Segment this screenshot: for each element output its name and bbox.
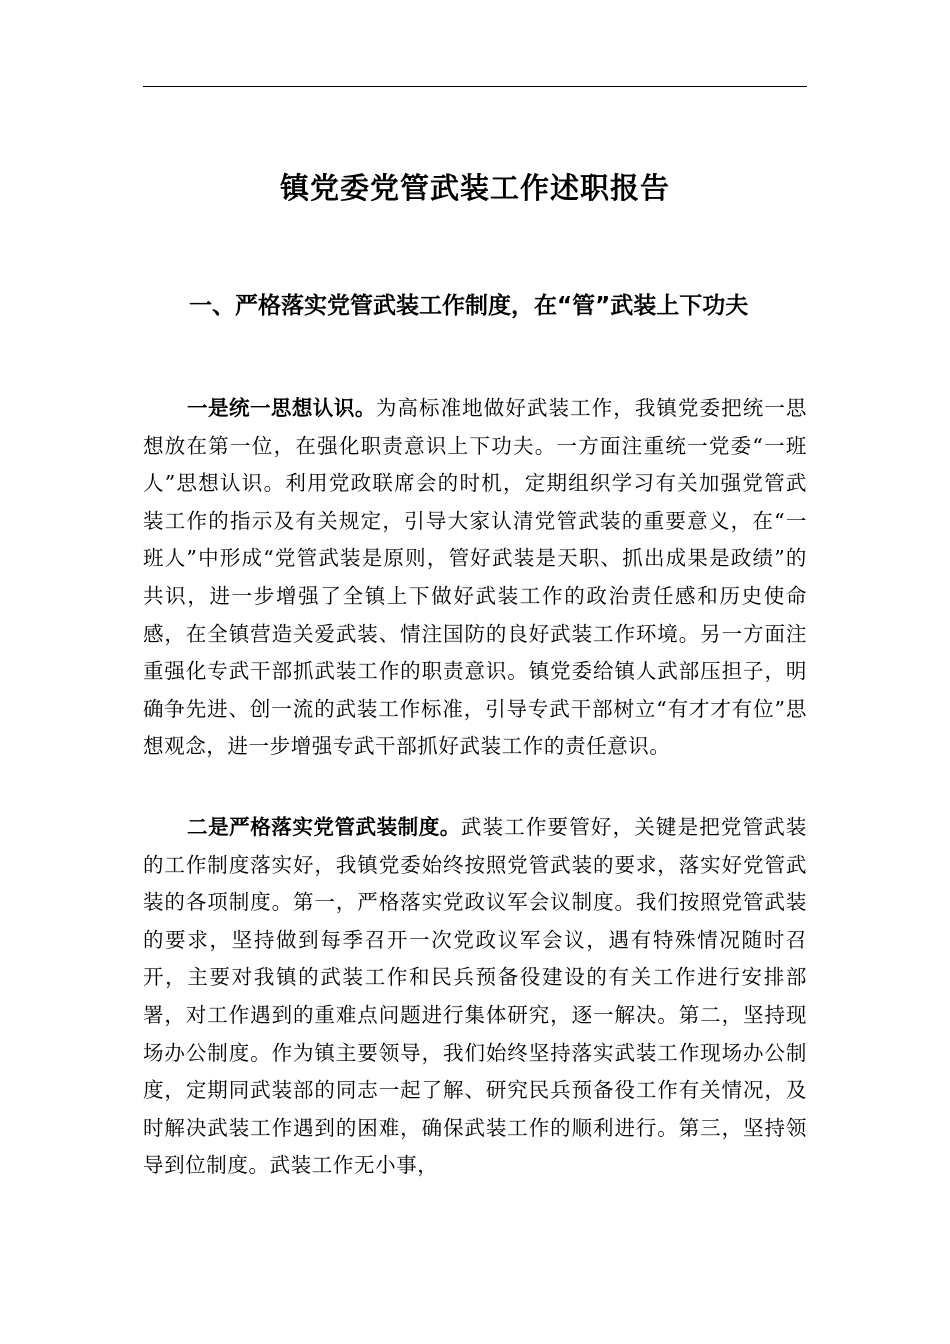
paragraph-1-text: 为高标准地做好武装工作，我镇党委把统一思想放在第一位，在强化职责意识上下功夫。一方面注重统一党委“一班人”思想认识。利用党政联席会的时机，定期组织学习有关加强党管武装工作的指示及有关规定，引导大家认清党管武装的重要意义，在“一班人”中形成“党管武装是原则，管好武装是天职、抓出成果是政绩”的共识，进一步增强了全镇上下做好武装工作的政治责任感和历史使命感，在全镇营造关爱武装、情注国防的良好武装工作环境。另一方面注重强化专武干部抓武装工作的职责意识。镇党委给镇人武部压担子，明确争先进、创一流的武装工作标准，引导专武干部树立“有才才有位”思想观念，进一步增强专武干部抓好武装工作的责任意识。 <box>143 396 808 759</box>
document-title: 镇党委党管武装工作述职报告 <box>279 171 670 205</box>
paragraph-1 <box>143 390 807 766</box>
paragraph-2-text: 武装工作要管好，关键是把党管武装的工作制度落实好，我镇党委始终按照党管武装的要求，落实好党管武装的各项制度。第一，严格落实党政议军会议制度。我们按照党管武装的要求，坚持做到每季召开一次党政议军会议，遇有特殊情况随时召开，主要对我镇的武装工作和民兵预备役建设的有关工作进行安排部署，对工作遇到的重难点问题进行集体研究，逐一解决。第二，坚持现场办公制度。作为镇主要领导，我们始终坚持落实武装工作现场办公制度，定期同武装部的同志一起了解、研究民兵预备役工作有关情况，及时解决武装工作遇到的困难，确保武装工作的顺利进行。第三，坚持领导到位制度。武装工作无小事， <box>143 815 808 1178</box>
paragraph-1-lead: 一是统一思想认识。 <box>187 396 376 420</box>
paragraph-2 <box>143 809 807 1185</box>
header-rule <box>143 86 807 87</box>
paragraph-2-lead: 二是严格落实党管武装制度。 <box>187 815 461 839</box>
section-heading: 一、严格落实党管武装工作制度，在“管”武装上下功夫 <box>189 293 749 319</box>
